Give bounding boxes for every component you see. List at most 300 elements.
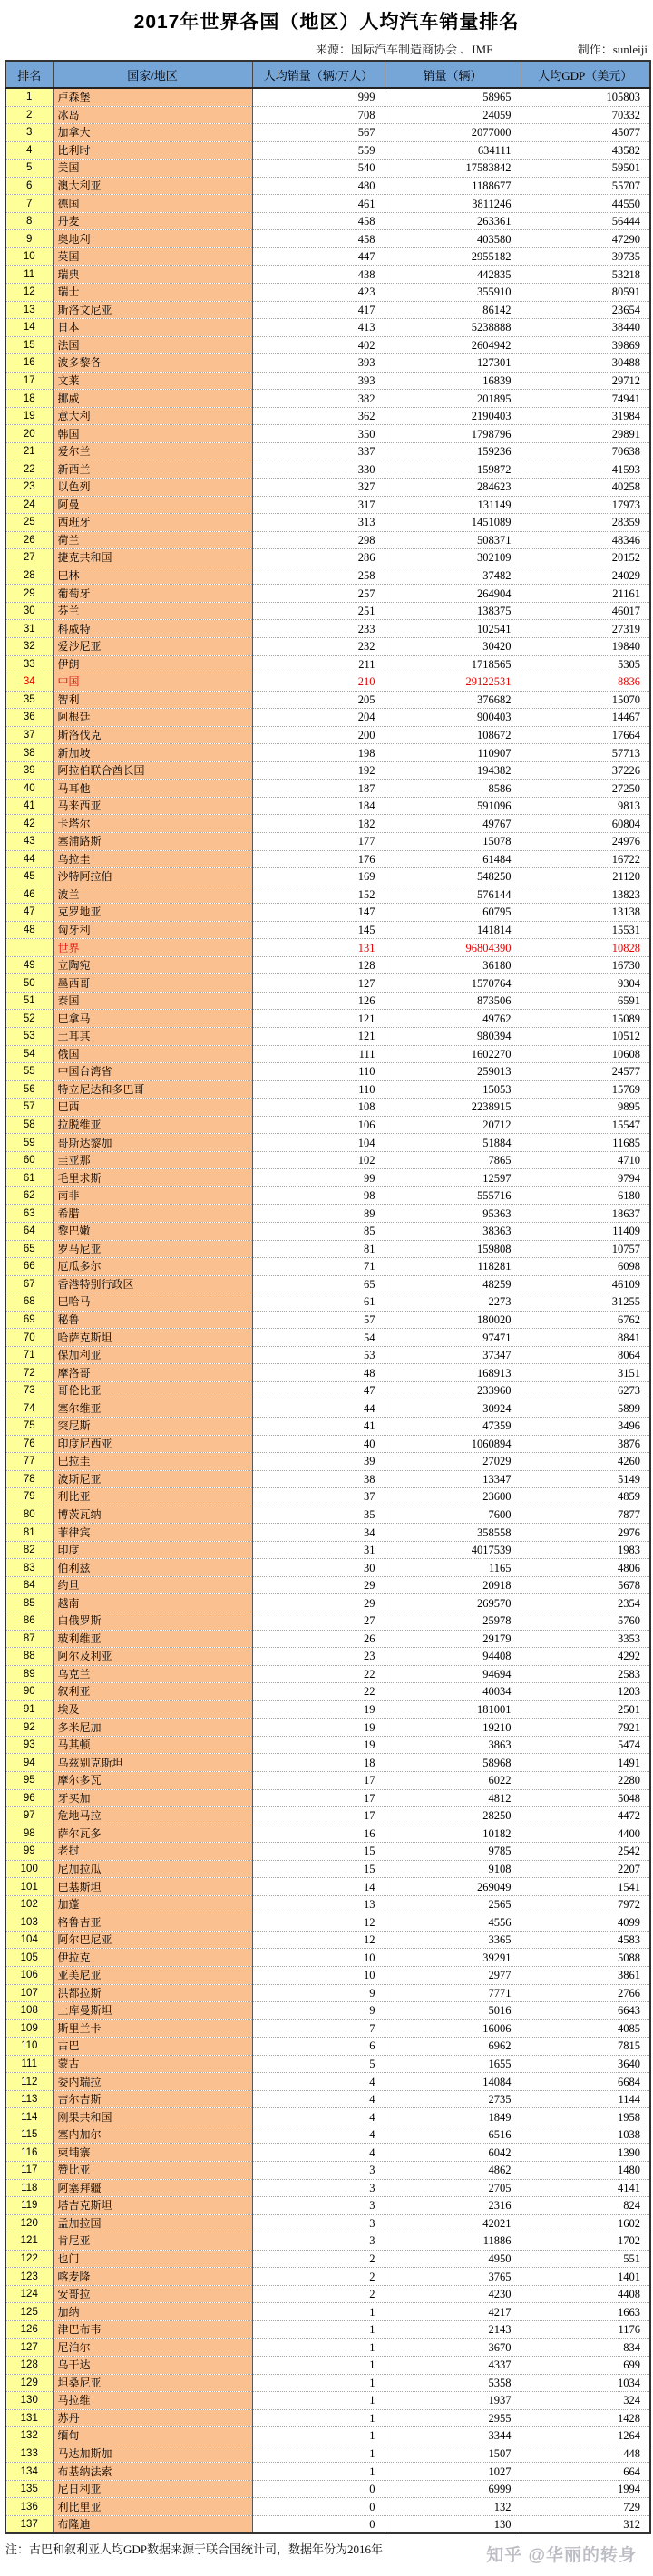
country-cell[interactable]: 利比亚	[53, 1488, 252, 1506]
per-capita-sales-cell[interactable]: 81	[252, 1240, 385, 1258]
gdp-cell[interactable]: 824	[521, 2197, 650, 2215]
per-capita-sales-cell[interactable]: 3	[252, 2161, 385, 2179]
rank-cell[interactable]: 80	[5, 1506, 53, 1524]
per-capita-sales-cell[interactable]: 152	[252, 886, 385, 904]
country-cell[interactable]: 新西兰	[53, 460, 252, 479]
gdp-cell[interactable]: 24976	[521, 832, 650, 850]
country-cell[interactable]: 布基纳法索	[53, 2463, 252, 2481]
sales-cell[interactable]: 29122531	[385, 673, 521, 692]
rank-cell[interactable]: 55	[5, 1063, 53, 1081]
country-cell[interactable]: 阿尔巴尼亚	[53, 1931, 252, 1949]
country-cell[interactable]: 巴哈马	[53, 1293, 252, 1312]
gdp-cell[interactable]: 3640	[521, 2055, 650, 2073]
rank-cell[interactable]: 111	[5, 2055, 53, 2073]
rank-cell[interactable]: 127	[5, 2339, 53, 2357]
country-cell[interactable]: 印度尼西亚	[53, 1435, 252, 1453]
sales-cell[interactable]: 5238888	[385, 319, 521, 337]
sales-cell[interactable]: 30420	[385, 637, 521, 655]
header-sales[interactable]: 销量（辆）	[385, 61, 521, 88]
per-capita-sales-cell[interactable]: 0	[252, 2515, 385, 2533]
rank-cell[interactable]: 35	[5, 691, 53, 709]
per-capita-sales-cell[interactable]: 10	[252, 1949, 385, 1967]
gdp-cell[interactable]: 48346	[521, 531, 650, 549]
per-capita-sales-cell[interactable]: 13	[252, 1895, 385, 1913]
rank-cell[interactable]: 53	[5, 1027, 53, 1045]
gdp-cell[interactable]: 1428	[521, 2409, 650, 2427]
per-capita-sales-cell[interactable]: 121	[252, 1010, 385, 1028]
per-capita-sales-cell[interactable]: 53	[252, 1346, 385, 1364]
country-cell[interactable]: 突尼斯	[53, 1418, 252, 1436]
gdp-cell[interactable]: 46017	[521, 602, 650, 620]
per-capita-sales-cell[interactable]: 0	[252, 2480, 385, 2498]
rank-cell[interactable]: 103	[5, 1913, 53, 1932]
rank-cell[interactable]: 137	[5, 2515, 53, 2533]
country-cell[interactable]: 马耳他	[53, 780, 252, 798]
gdp-cell[interactable]: 1034	[521, 2374, 650, 2392]
gdp-cell[interactable]: 664	[521, 2463, 650, 2481]
sales-cell[interactable]: 94694	[385, 1665, 521, 1683]
rank-cell[interactable]: 16	[5, 354, 53, 373]
sales-cell[interactable]: 3344	[385, 2427, 521, 2445]
country-cell[interactable]: 利比里亚	[53, 2498, 252, 2516]
country-cell[interactable]: 南非	[53, 1186, 252, 1205]
rank-cell[interactable]: 135	[5, 2480, 53, 2498]
per-capita-sales-cell[interactable]: 313	[252, 514, 385, 532]
sales-cell[interactable]: 591096	[385, 797, 521, 815]
country-cell[interactable]: 塞浦路斯	[53, 832, 252, 850]
sales-cell[interactable]: 20918	[385, 1576, 521, 1594]
gdp-cell[interactable]: 4260	[521, 1453, 650, 1471]
rank-cell[interactable]: 7	[5, 195, 53, 213]
country-cell[interactable]: 韩国	[53, 425, 252, 443]
sales-cell[interactable]: 159872	[385, 460, 521, 479]
per-capita-sales-cell[interactable]: 30	[252, 1559, 385, 1577]
sales-cell[interactable]: 28250	[385, 1807, 521, 1825]
per-capita-sales-cell[interactable]: 40	[252, 1435, 385, 1453]
rank-cell[interactable]: 126	[5, 2320, 53, 2339]
sales-cell[interactable]: 980394	[385, 1027, 521, 1045]
rank-cell[interactable]: 72	[5, 1364, 53, 1382]
country-cell[interactable]: 阿拉伯联合酋长国	[53, 761, 252, 780]
sales-cell[interactable]: 508371	[385, 531, 521, 549]
sales-cell[interactable]: 1027	[385, 2463, 521, 2481]
per-capita-sales-cell[interactable]: 15	[252, 1860, 385, 1878]
rank-cell[interactable]: 117	[5, 2161, 53, 2179]
per-capita-sales-cell[interactable]: 127	[252, 974, 385, 993]
gdp-cell[interactable]: 4806	[521, 1559, 650, 1577]
country-cell[interactable]: 克罗地亚	[53, 904, 252, 922]
rank-cell[interactable]: 34	[5, 673, 53, 692]
sales-cell[interactable]: 23600	[385, 1488, 521, 1506]
sales-cell[interactable]: 58965	[385, 88, 521, 106]
sales-cell[interactable]: 180020	[385, 1311, 521, 1329]
rank-cell[interactable]: 108	[5, 2002, 53, 2020]
sales-cell[interactable]: 29179	[385, 1630, 521, 1648]
gdp-cell[interactable]: 23654	[521, 301, 650, 319]
sales-cell[interactable]: 259013	[385, 1063, 521, 1081]
sales-cell[interactable]: 263361	[385, 212, 521, 230]
sales-cell[interactable]: 403580	[385, 230, 521, 248]
country-cell[interactable]: 约旦	[53, 1576, 252, 1594]
sales-cell[interactable]: 269570	[385, 1594, 521, 1612]
sales-cell[interactable]: 376682	[385, 691, 521, 709]
country-cell[interactable]: 马其顿	[53, 1736, 252, 1754]
rank-cell[interactable]: 14	[5, 319, 53, 337]
per-capita-sales-cell[interactable]: 327	[252, 479, 385, 497]
rank-cell[interactable]: 82	[5, 1541, 53, 1559]
country-cell[interactable]: 波兰	[53, 886, 252, 904]
sales-cell[interactable]: 9108	[385, 1860, 521, 1878]
rank-cell[interactable]: 132	[5, 2427, 53, 2445]
country-cell[interactable]: 美国	[53, 160, 252, 178]
per-capita-sales-cell[interactable]: 4	[252, 2144, 385, 2162]
sales-cell[interactable]: 127301	[385, 354, 521, 373]
per-capita-sales-cell[interactable]: 7	[252, 2019, 385, 2038]
per-capita-sales-cell[interactable]: 4	[252, 2108, 385, 2126]
gdp-cell[interactable]: 2354	[521, 1594, 650, 1612]
country-cell[interactable]: 加蓬	[53, 1895, 252, 1913]
gdp-cell[interactable]: 7815	[521, 2038, 650, 2056]
country-cell[interactable]: 吉尔吉斯	[53, 2090, 252, 2108]
rank-cell[interactable]: 44	[5, 850, 53, 868]
sales-cell[interactable]: 159808	[385, 1240, 521, 1258]
gdp-cell[interactable]: 43582	[521, 141, 650, 160]
gdp-cell[interactable]: 9304	[521, 974, 650, 993]
rank-cell[interactable]: 37	[5, 726, 53, 744]
gdp-cell[interactable]: 6591	[521, 992, 650, 1010]
country-cell[interactable]: 科威特	[53, 620, 252, 638]
rank-cell[interactable]: 32	[5, 637, 53, 655]
country-cell[interactable]: 加纳	[53, 2303, 252, 2321]
per-capita-sales-cell[interactable]: 18	[252, 1754, 385, 1772]
per-capita-sales-cell[interactable]: 26	[252, 1630, 385, 1648]
rank-cell[interactable]: 94	[5, 1754, 53, 1772]
gdp-cell[interactable]: 1390	[521, 2144, 650, 2162]
per-capita-sales-cell[interactable]: 54	[252, 1329, 385, 1347]
sales-cell[interactable]: 4337	[385, 2357, 521, 2375]
gdp-cell[interactable]: 5899	[521, 1399, 650, 1418]
gdp-cell[interactable]: 10828	[521, 939, 650, 957]
gdp-cell[interactable]: 2976	[521, 1524, 650, 1542]
gdp-cell[interactable]: 70638	[521, 442, 650, 460]
country-cell[interactable]: 爱尔兰	[53, 442, 252, 460]
gdp-cell[interactable]: 47290	[521, 230, 650, 248]
sales-cell[interactable]: 1451089	[385, 514, 521, 532]
rank-cell[interactable]: 68	[5, 1293, 53, 1312]
gdp-cell[interactable]: 4710	[521, 1151, 650, 1169]
sales-cell[interactable]: 37347	[385, 1346, 521, 1364]
gdp-cell[interactable]: 4099	[521, 1913, 650, 1932]
per-capita-sales-cell[interactable]: 16	[252, 1825, 385, 1843]
rank-cell[interactable]: 33	[5, 655, 53, 673]
sales-cell[interactable]: 1060894	[385, 1435, 521, 1453]
rank-cell[interactable]: 74	[5, 1399, 53, 1418]
per-capita-sales-cell[interactable]: 559	[252, 141, 385, 160]
sales-cell[interactable]: 3811246	[385, 195, 521, 213]
rank-cell[interactable]: 110	[5, 2038, 53, 2056]
per-capita-sales-cell[interactable]: 210	[252, 673, 385, 692]
country-cell[interactable]: 多米尼加	[53, 1719, 252, 1737]
per-capita-sales-cell[interactable]: 2	[252, 2268, 385, 2286]
country-cell[interactable]: 新加坡	[53, 744, 252, 762]
gdp-cell[interactable]: 2583	[521, 1665, 650, 1683]
per-capita-sales-cell[interactable]: 233	[252, 620, 385, 638]
rank-cell[interactable]: 52	[5, 1010, 53, 1028]
rank-cell[interactable]: 17	[5, 372, 53, 390]
rank-cell[interactable]: 36	[5, 709, 53, 727]
gdp-cell[interactable]: 15531	[521, 921, 650, 939]
rank-cell[interactable]: 45	[5, 868, 53, 886]
gdp-cell[interactable]: 15089	[521, 1010, 650, 1028]
country-cell[interactable]: 斯里兰卡	[53, 2019, 252, 2038]
gdp-cell[interactable]: 39735	[521, 247, 650, 266]
per-capita-sales-cell[interactable]: 19	[252, 1719, 385, 1737]
sales-cell[interactable]: 38363	[385, 1223, 521, 1241]
gdp-cell[interactable]: 74941	[521, 390, 650, 408]
sales-cell[interactable]: 40034	[385, 1683, 521, 1701]
gdp-cell[interactable]: 1983	[521, 1541, 650, 1559]
country-cell[interactable]: 刚果共和国	[53, 2108, 252, 2126]
rank-cell[interactable]: 2	[5, 106, 53, 124]
per-capita-sales-cell[interactable]: 382	[252, 390, 385, 408]
country-cell[interactable]: 卡塔尔	[53, 815, 252, 833]
per-capita-sales-cell[interactable]: 17	[252, 1789, 385, 1807]
per-capita-sales-cell[interactable]: 126	[252, 992, 385, 1010]
sales-cell[interactable]: 900403	[385, 709, 521, 727]
rank-cell[interactable]: 4	[5, 141, 53, 160]
country-cell[interactable]: 喀麦隆	[53, 2268, 252, 2286]
country-cell[interactable]: 乌克兰	[53, 1665, 252, 1683]
sales-cell[interactable]: 264904	[385, 585, 521, 603]
gdp-cell[interactable]: 4583	[521, 1931, 650, 1949]
per-capita-sales-cell[interactable]: 200	[252, 726, 385, 744]
per-capita-sales-cell[interactable]: 1	[252, 2374, 385, 2392]
country-cell[interactable]: 危地马拉	[53, 1807, 252, 1825]
gdp-cell[interactable]: 1958	[521, 2108, 650, 2126]
gdp-cell[interactable]: 834	[521, 2339, 650, 2357]
per-capita-sales-cell[interactable]: 111	[252, 1045, 385, 1063]
rank-cell[interactable]: 9	[5, 230, 53, 248]
rank-cell[interactable]: 12	[5, 284, 53, 302]
country-cell[interactable]: 俄国	[53, 1045, 252, 1063]
gdp-cell[interactable]: 56444	[521, 212, 650, 230]
rank-cell[interactable]: 120	[5, 2214, 53, 2232]
per-capita-sales-cell[interactable]: 461	[252, 195, 385, 213]
gdp-cell[interactable]: 18637	[521, 1205, 650, 1223]
per-capita-sales-cell[interactable]: 1	[252, 2339, 385, 2357]
per-capita-sales-cell[interactable]: 169	[252, 868, 385, 886]
header-per-capita-sales[interactable]: 人均销量（辆/万人）	[252, 61, 385, 88]
gdp-cell[interactable]: 59501	[521, 160, 650, 178]
country-cell[interactable]: 丹麦	[53, 212, 252, 230]
gdp-cell[interactable]: 1264	[521, 2427, 650, 2445]
gdp-cell[interactable]: 448	[521, 2445, 650, 2463]
country-cell[interactable]: 阿塞拜疆	[53, 2179, 252, 2197]
sales-cell[interactable]: 97471	[385, 1329, 521, 1347]
rank-cell[interactable]: 101	[5, 1878, 53, 1896]
rank-cell[interactable]: 42	[5, 815, 53, 833]
country-cell[interactable]: 香港特别行政区	[53, 1275, 252, 1293]
sales-cell[interactable]: 358558	[385, 1524, 521, 1542]
per-capita-sales-cell[interactable]: 177	[252, 832, 385, 850]
sales-cell[interactable]: 39291	[385, 1949, 521, 1967]
country-cell[interactable]: 塔吉克斯坦	[53, 2197, 252, 2215]
per-capita-sales-cell[interactable]: 480	[252, 177, 385, 195]
gdp-cell[interactable]: 1480	[521, 2161, 650, 2179]
per-capita-sales-cell[interactable]: 182	[252, 815, 385, 833]
gdp-cell[interactable]: 6098	[521, 1258, 650, 1276]
gdp-cell[interactable]: 1038	[521, 2126, 650, 2144]
country-cell[interactable]: 博茨瓦纳	[53, 1506, 252, 1524]
rank-cell[interactable]: 38	[5, 744, 53, 762]
sales-cell[interactable]: 12597	[385, 1169, 521, 1187]
rank-cell[interactable]: 19	[5, 407, 53, 425]
rank-cell[interactable]: 59	[5, 1134, 53, 1152]
per-capita-sales-cell[interactable]: 19	[252, 1736, 385, 1754]
gdp-cell[interactable]: 40258	[521, 479, 650, 497]
country-cell[interactable]: 日本	[53, 319, 252, 337]
per-capita-sales-cell[interactable]: 102	[252, 1151, 385, 1169]
per-capita-sales-cell[interactable]: 71	[252, 1258, 385, 1276]
rank-cell[interactable]: 109	[5, 2019, 53, 2038]
country-cell[interactable]: 葡萄牙	[53, 585, 252, 603]
sales-cell[interactable]: 51884	[385, 1134, 521, 1152]
rank-cell[interactable]: 28	[5, 567, 53, 585]
rank-cell[interactable]: 60	[5, 1151, 53, 1169]
sales-cell[interactable]: 4556	[385, 1913, 521, 1932]
per-capita-sales-cell[interactable]: 10	[252, 1966, 385, 1984]
gdp-cell[interactable]: 5474	[521, 1736, 650, 1754]
rank-cell[interactable]: 99	[5, 1843, 53, 1861]
per-capita-sales-cell[interactable]: 540	[252, 160, 385, 178]
per-capita-sales-cell[interactable]: 47	[252, 1381, 385, 1399]
gdp-cell[interactable]: 729	[521, 2498, 650, 2516]
rank-cell[interactable]: 98	[5, 1825, 53, 1843]
country-cell[interactable]: 乌兹别克斯坦	[53, 1754, 252, 1772]
sales-cell[interactable]: 1655	[385, 2055, 521, 2073]
sales-cell[interactable]: 1849	[385, 2108, 521, 2126]
rank-cell[interactable]: 97	[5, 1807, 53, 1825]
country-cell[interactable]: 阿根廷	[53, 709, 252, 727]
per-capita-sales-cell[interactable]: 29	[252, 1576, 385, 1594]
gdp-cell[interactable]: 3496	[521, 1418, 650, 1436]
sales-cell[interactable]: 30924	[385, 1399, 521, 1418]
country-cell[interactable]: 以色列	[53, 479, 252, 497]
per-capita-sales-cell[interactable]: 3	[252, 2214, 385, 2232]
rank-cell[interactable]: 13	[5, 301, 53, 319]
country-cell[interactable]: 印度	[53, 1541, 252, 1559]
sales-cell[interactable]: 5358	[385, 2374, 521, 2392]
gdp-cell[interactable]: 8836	[521, 673, 650, 692]
gdp-cell[interactable]: 3353	[521, 1630, 650, 1648]
per-capita-sales-cell[interactable]: 17	[252, 1807, 385, 1825]
per-capita-sales-cell[interactable]: 1	[252, 2357, 385, 2375]
per-capita-sales-cell[interactable]: 3	[252, 2179, 385, 2197]
gdp-cell[interactable]: 2501	[521, 1700, 650, 1719]
gdp-cell[interactable]: 699	[521, 2357, 650, 2375]
gdp-cell[interactable]: 16722	[521, 850, 650, 868]
per-capita-sales-cell[interactable]: 1	[252, 2445, 385, 2463]
rank-cell[interactable]: 30	[5, 602, 53, 620]
gdp-cell[interactable]: 1203	[521, 1683, 650, 1701]
per-capita-sales-cell[interactable]: 3	[252, 2197, 385, 2215]
per-capita-sales-cell[interactable]: 31	[252, 1541, 385, 1559]
country-cell[interactable]: 摩尔多瓦	[53, 1771, 252, 1789]
rank-cell[interactable]: 131	[5, 2409, 53, 2427]
country-cell[interactable]: 文莱	[53, 372, 252, 390]
rank-cell[interactable]: 6	[5, 177, 53, 195]
sales-cell[interactable]: 1165	[385, 1559, 521, 1577]
country-cell[interactable]: 卢森堡	[53, 88, 252, 106]
per-capita-sales-cell[interactable]: 17	[252, 1771, 385, 1789]
per-capita-sales-cell[interactable]: 257	[252, 585, 385, 603]
country-cell[interactable]: 洪都拉斯	[53, 1984, 252, 2002]
gdp-cell[interactable]: 1702	[521, 2232, 650, 2251]
country-cell[interactable]: 斯洛文尼亚	[53, 301, 252, 319]
sales-cell[interactable]: 6516	[385, 2126, 521, 2144]
gdp-cell[interactable]: 13823	[521, 886, 650, 904]
per-capita-sales-cell[interactable]: 27	[252, 1612, 385, 1631]
country-cell[interactable]: 爱沙尼亚	[53, 637, 252, 655]
per-capita-sales-cell[interactable]: 39	[252, 1453, 385, 1471]
sales-cell[interactable]: 130	[385, 2515, 521, 2533]
country-cell[interactable]: 比利时	[53, 141, 252, 160]
per-capita-sales-cell[interactable]: 1	[252, 2409, 385, 2427]
country-cell[interactable]: 保加利亚	[53, 1346, 252, 1364]
rank-cell[interactable]: 25	[5, 514, 53, 532]
gdp-cell[interactable]: 11409	[521, 1223, 650, 1241]
rank-cell[interactable]: 67	[5, 1275, 53, 1293]
country-cell[interactable]: 德国	[53, 195, 252, 213]
rank-cell[interactable]: 24	[5, 496, 53, 514]
country-cell[interactable]: 古巴	[53, 2038, 252, 2056]
country-cell[interactable]: 巴林	[53, 567, 252, 585]
gdp-cell[interactable]: 5149	[521, 1470, 650, 1488]
rank-cell[interactable]: 58	[5, 1116, 53, 1134]
sales-cell[interactable]: 86142	[385, 301, 521, 319]
country-cell[interactable]: 挪威	[53, 390, 252, 408]
rank-cell[interactable]: 11	[5, 266, 53, 284]
per-capita-sales-cell[interactable]: 6	[252, 2038, 385, 2056]
rank-cell[interactable]: 85	[5, 1594, 53, 1612]
country-cell[interactable]: 委内瑞拉	[53, 2073, 252, 2091]
country-cell[interactable]: 意大利	[53, 407, 252, 425]
rank-cell[interactable]: 112	[5, 2073, 53, 2091]
sales-cell[interactable]: 14084	[385, 2073, 521, 2091]
per-capita-sales-cell[interactable]: 4	[252, 2090, 385, 2108]
gdp-cell[interactable]: 5088	[521, 1949, 650, 1967]
country-cell[interactable]: 萨尔瓦多	[53, 1825, 252, 1843]
gdp-cell[interactable]: 44550	[521, 195, 650, 213]
country-cell[interactable]: 马达加斯加	[53, 2445, 252, 2463]
rank-cell[interactable]: 81	[5, 1524, 53, 1542]
per-capita-sales-cell[interactable]: 458	[252, 212, 385, 230]
gdp-cell[interactable]: 7877	[521, 1506, 650, 1524]
rank-cell[interactable]: 78	[5, 1470, 53, 1488]
country-cell[interactable]: 圭亚那	[53, 1151, 252, 1169]
country-cell[interactable]: 伯利兹	[53, 1559, 252, 1577]
rank-cell[interactable]: 116	[5, 2144, 53, 2162]
sales-cell[interactable]: 6022	[385, 1771, 521, 1789]
sales-cell[interactable]: 8586	[385, 780, 521, 798]
sales-cell[interactable]: 7771	[385, 1984, 521, 2002]
sales-cell[interactable]: 25978	[385, 1612, 521, 1631]
per-capita-sales-cell[interactable]: 14	[252, 1878, 385, 1896]
rank-cell[interactable]: 22	[5, 460, 53, 479]
gdp-cell[interactable]: 37226	[521, 761, 650, 780]
per-capita-sales-cell[interactable]: 38	[252, 1470, 385, 1488]
rank-cell[interactable]: 61	[5, 1169, 53, 1187]
